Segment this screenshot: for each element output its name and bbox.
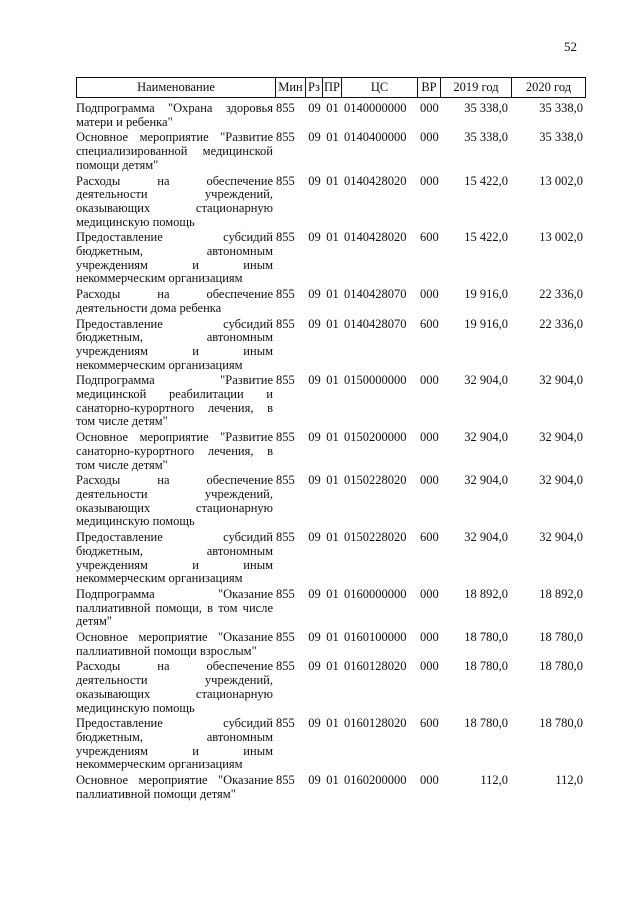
row-pr: 01 <box>326 173 339 188</box>
row-pr: 01 <box>326 101 339 115</box>
row-pr: 01 <box>326 373 339 388</box>
row-rz: 09 <box>308 773 321 788</box>
row-rz: 09 <box>308 130 321 145</box>
row-min: 855 <box>276 130 295 145</box>
row-name: Основное мероприятие "Развитие специализированной медицинской помощи детям" <box>76 130 273 172</box>
table-row <box>76 374 586 429</box>
row-amount-2020: 13 002,0 <box>539 230 583 245</box>
row-amount-2019: 35 338,0 <box>464 101 508 115</box>
row-name: Подпрограмма "Охрана здоровья матери и ребенка" <box>76 101 273 129</box>
row-min: 855 <box>276 373 295 388</box>
row-name: Расходы на обеспечение деятельности учреждений, оказывающих стационарную медицинскую помощь <box>76 173 273 229</box>
row-amount-2020: 32 904,0 <box>539 473 583 488</box>
row-cs: 0160100000 <box>344 630 407 645</box>
row-rz: 09 <box>308 230 321 245</box>
row-name: Предоставление субсидий бюджетным, автономным учреждениям и иным некоммерческим организациям <box>76 316 273 372</box>
table-row <box>76 588 586 629</box>
row-cs: 0140400000 <box>344 130 407 145</box>
row-name: Предоставление субсидий бюджетным, автономным учреждениям и иным некоммерческим организациям <box>76 716 273 772</box>
row-cs: 0160128020 <box>344 659 407 674</box>
row-pr: 01 <box>326 773 339 788</box>
row-vr: 000 <box>420 586 439 601</box>
row-rz: 09 <box>308 473 321 488</box>
row-rz: 09 <box>308 530 321 545</box>
row-cs: 0150228020 <box>344 530 407 545</box>
row-name: Предоставление субсидий бюджетным, автономным учреждениям и иным некоммерческим организациям <box>76 230 273 286</box>
row-vr: 000 <box>420 173 439 188</box>
row-cs: 0160200000 <box>344 773 407 788</box>
row-rz: 09 <box>308 716 321 731</box>
row-min: 855 <box>276 316 295 331</box>
row-min: 855 <box>276 230 295 245</box>
row-amount-2020: 35 338,0 <box>539 101 583 115</box>
row-min: 855 <box>276 430 295 445</box>
row-amount-2019: 35 338,0 <box>464 130 508 145</box>
table-row <box>76 431 586 472</box>
row-amount-2019: 18 892,0 <box>464 586 508 601</box>
row-min: 855 <box>276 287 295 302</box>
table-row <box>76 631 586 658</box>
row-vr: 000 <box>420 373 439 388</box>
row-amount-2020: 32 904,0 <box>539 373 583 388</box>
row-amount-2020: 18 780,0 <box>539 716 583 731</box>
row-rz: 09 <box>308 316 321 331</box>
row-name: Расходы на обеспечение деятельности дома ребенка <box>76 287 273 315</box>
table-row <box>76 318 586 373</box>
row-amount-2020: 22 336,0 <box>539 287 583 302</box>
table-row <box>76 131 586 172</box>
row-amount-2019: 19 916,0 <box>464 287 508 302</box>
row-rz: 09 <box>308 101 321 115</box>
column-header-2020: 2020 год <box>512 78 586 98</box>
row-amount-2019: 32 904,0 <box>464 473 508 488</box>
row-cs: 0140428020 <box>344 230 407 245</box>
row-rz: 09 <box>308 659 321 674</box>
row-min: 855 <box>276 630 295 645</box>
row-amount-2019: 112,0 <box>480 773 508 788</box>
row-amount-2019: 15 422,0 <box>464 173 508 188</box>
row-name: Подпрограмма "Оказание паллиативной помощи, в том числе детям" <box>76 586 273 629</box>
row-vr: 600 <box>420 230 439 245</box>
row-pr: 01 <box>326 659 339 674</box>
row-min: 855 <box>276 473 295 488</box>
row-pr: 01 <box>326 430 339 445</box>
row-amount-2020: 18 780,0 <box>539 659 583 674</box>
row-cs: 0140428070 <box>344 287 407 302</box>
row-rz: 09 <box>308 173 321 188</box>
row-amount-2019: 18 780,0 <box>464 716 508 731</box>
row-amount-2019: 18 780,0 <box>464 630 508 645</box>
row-min: 855 <box>276 101 295 115</box>
row-vr: 600 <box>420 716 439 731</box>
table-header <box>76 77 586 98</box>
row-pr: 01 <box>326 316 339 331</box>
row-vr: 600 <box>420 316 439 331</box>
row-vr: 000 <box>420 773 439 788</box>
row-pr: 01 <box>326 473 339 488</box>
row-pr: 01 <box>326 230 339 245</box>
table-row <box>76 231 586 286</box>
column-header-2019: 2019 год <box>441 78 512 98</box>
table-row <box>76 531 586 586</box>
table-row <box>76 660 586 715</box>
row-amount-2020: 18 892,0 <box>539 586 583 601</box>
column-header-vr: ВР <box>418 78 441 98</box>
row-min: 855 <box>276 530 295 545</box>
row-cs: 0150200000 <box>344 430 407 445</box>
row-amount-2019: 15 422,0 <box>464 230 508 245</box>
row-rz: 09 <box>308 586 321 601</box>
row-cs: 0160000000 <box>344 586 407 601</box>
column-header-pr: ПР <box>323 78 342 98</box>
row-amount-2020: 18 780,0 <box>539 630 583 645</box>
row-cs: 0150228020 <box>344 473 407 488</box>
row-cs: 0150000000 <box>344 373 407 388</box>
row-cs: 0140428070 <box>344 316 407 331</box>
row-pr: 01 <box>326 586 339 601</box>
row-vr: 000 <box>420 630 439 645</box>
row-amount-2019: 18 780,0 <box>464 659 508 674</box>
row-name: Расходы на обеспечение деятельности учреждений, оказывающих стационарную медицинскую помощь <box>76 659 273 715</box>
row-name: Расходы на обеспечение деятельности учреждений, оказывающих стационарную медицинскую помощь <box>76 473 273 529</box>
row-vr: 000 <box>420 287 439 302</box>
row-vr: 000 <box>420 101 439 115</box>
row-pr: 01 <box>326 716 339 731</box>
table-row <box>76 717 586 772</box>
row-min: 855 <box>276 586 295 601</box>
row-cs: 0140428020 <box>344 173 407 188</box>
row-amount-2020: 35 338,0 <box>539 130 583 145</box>
row-vr: 000 <box>420 130 439 145</box>
row-min: 855 <box>276 773 295 788</box>
column-header-rz: Рз <box>306 78 323 98</box>
row-amount-2020: 32 904,0 <box>539 530 583 545</box>
row-amount-2019: 32 904,0 <box>464 430 508 445</box>
row-amount-2019: 32 904,0 <box>464 373 508 388</box>
row-cs: 0160128020 <box>344 716 407 731</box>
row-pr: 01 <box>326 287 339 302</box>
table-row <box>76 288 586 315</box>
row-vr: 000 <box>420 430 439 445</box>
row-min: 855 <box>276 716 295 731</box>
column-header-name: Наименование <box>77 78 276 98</box>
table-row <box>76 474 586 529</box>
row-rz: 09 <box>308 630 321 645</box>
row-rz: 09 <box>308 287 321 302</box>
page-number: 52 <box>564 39 577 54</box>
table-body <box>76 102 586 803</box>
row-pr: 01 <box>326 130 339 145</box>
row-rz: 09 <box>308 430 321 445</box>
row-vr: 000 <box>420 659 439 674</box>
row-amount-2020: 22 336,0 <box>539 316 583 331</box>
row-vr: 600 <box>420 530 439 545</box>
row-pr: 01 <box>326 530 339 545</box>
row-name: Подпрограмма "Развитие медицинской реабилитации и санаторно-курортного лечения, в том числе детям" <box>76 373 273 429</box>
row-pr: 01 <box>326 630 339 645</box>
row-amount-2019: 32 904,0 <box>464 530 508 545</box>
row-min: 855 <box>276 659 295 674</box>
row-vr: 000 <box>420 473 439 488</box>
row-name: Основное мероприятие "Оказание паллиативной помощи взрослым" <box>76 630 273 658</box>
row-rz: 09 <box>308 373 321 388</box>
row-name: Основное мероприятие "Развитие санаторно-курортного лечения, в том числе детям" <box>76 430 273 472</box>
table-row <box>76 175 586 230</box>
row-amount-2019: 19 916,0 <box>464 316 508 331</box>
row-amount-2020: 32 904,0 <box>539 430 583 445</box>
row-name: Основное мероприятие "Оказание паллиативной помощи детям" <box>76 773 273 801</box>
row-name: Предоставление субсидий бюджетным, автономным учреждениям и иным некоммерческим организациям <box>76 530 273 586</box>
row-amount-2020: 13 002,0 <box>539 173 583 188</box>
table-row <box>76 774 586 801</box>
row-amount-2020: 112,0 <box>555 773 583 788</box>
row-cs: 0140000000 <box>344 101 407 115</box>
column-header-cs: ЦС <box>342 78 418 98</box>
column-header-min: Мин <box>276 78 306 98</box>
table-row <box>76 102 586 129</box>
row-min: 855 <box>276 173 295 188</box>
